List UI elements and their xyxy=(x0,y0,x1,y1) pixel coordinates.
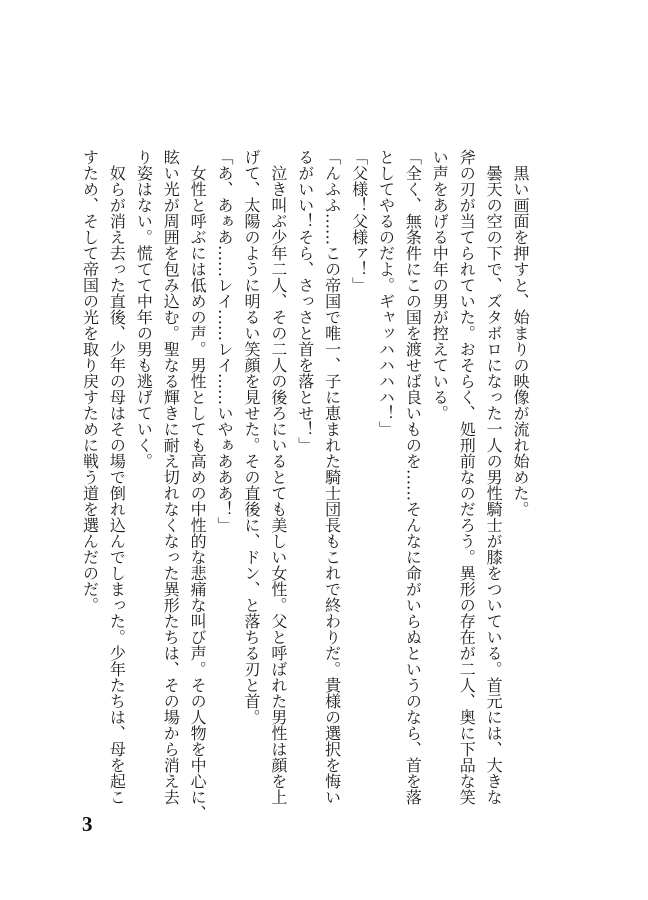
text-line: り姿はない。慌てて中年の男も逃げていく。 xyxy=(134,149,154,469)
body-text xyxy=(73,149,533,821)
text-line: 斧の刃が当てられていた。おそらく、処刑前なのだろう。異形の存在が二人、奥に下品な笑 xyxy=(457,149,477,805)
text-line: 泣き叫ぶ少年二人、その二人の後ろにいるとても美しい女性。父と呼ばれた男性は顔を上 xyxy=(268,149,288,805)
text-line: 女性と呼ぶには低めの声。男性としても高めの中性的な悲痛な叫び声。その人物を中心に、 xyxy=(188,149,208,821)
text-line: 奴らが消え去った直後、少年の母はその場で倒れ込んでしまった。少年たちは、母を起こ xyxy=(107,149,127,805)
text-line: 「んふふ……この帝国で唯一、子に恵まれた騎士団長もこれで終わりだ。貴様の選択を悔い xyxy=(322,149,342,805)
text-line: 曇天の空の下で、ズタボロになった一人の男性騎士が膝をついている。首元には、大きな xyxy=(484,149,504,805)
page-number: 3 xyxy=(82,812,93,836)
text-line: るがいい！そら、さっさと首を落とせ！」 xyxy=(295,149,315,453)
text-line: 黒い画面を押すと、始まりの映像が流れ始めた。 xyxy=(511,149,530,517)
text-line: 「あ、あぁあ……レイ……レイ……いやぁあああ！」 xyxy=(215,149,235,533)
text-line: げて、太陽のように明るい笑顔を見せた。その直後に、ドン、と落ちる刃と首。 xyxy=(241,149,261,725)
text-line: 眩い光が周囲を包み込む。聖なる輝きに耐え切れなくなった異形たちは、その場から消え去 xyxy=(161,149,181,805)
text-line: としてやるのだよ。ギャッハハハハ！」 xyxy=(376,149,396,437)
text-line: い声をあげる中年の男が控えている。 xyxy=(430,149,450,421)
text-line: 「全く、無条件にこの国を渡せば良いものを……そんなに命がいらぬというのなら、首を落 xyxy=(403,149,423,805)
text-line: すため、そして帝国の光を取り戻すために戦う道を選んだのだ。 xyxy=(80,149,100,613)
text-line: 「父様！父様ァ！」 xyxy=(349,149,369,293)
